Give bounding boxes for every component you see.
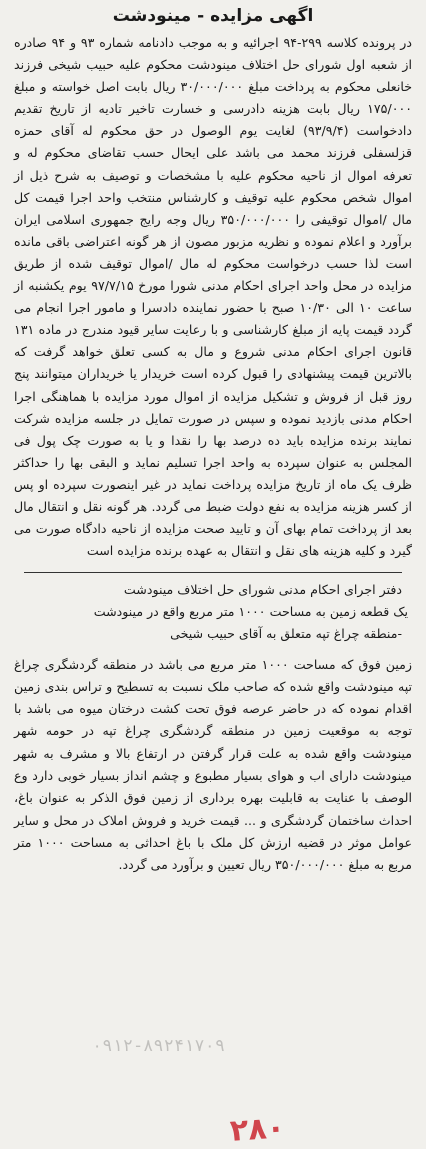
property-description: زمین فوق که مساحت ۱۰۰۰ متر مربع می باشد در منطقه گردشگری چراغ تپه مینودشت واقع شده که صاحب ملک نسبت به تسطیح و تراس بندی زمین اقدام نموده که در حاضر عرصه فوق تحت کشت درختان میوه می باشد با توجه به موقعیت زمین در منطقه گردشگری چراغ تپه در حومه شهر مینودشت واقع شده به علت قرار گرفتن در ارتفاع بالا و مشرف به شهر مینودشت دارای اب و هوای بسیار مطبوع و چشم انداز بسیار خوبی دارد وع الوصف با عنایت به قابلیت بهره برداری از زمین فوق الذکر به عنوان باغ، احداث ساختمان گردشگری و ... قیمت خرید و فروش املاک در محل و سایر عوامل موثر در قضیه ارزش کل ملک با باغ احداثی به مساحت ۱۰۰۰ متر مربع به مبلغ ۳۵۰/۰۰۰/۰۰۰ ریال تعیین و برآورد می گردد. xyxy=(14,656,412,873)
red-stamp: ۲۸۰ xyxy=(228,1110,287,1149)
property-heading-office: دفتر اجرای احکام مدنی شورای حل اختلاف مینودشت xyxy=(123,582,402,598)
notice-body: در پرونده کلاسه ۲۹۹-۹۴ اجرائیه و به موجب دادنامه شماره ۹۳ و ۹۴ صادره از شعبه اول شورای حل اختلاف مینودشت محکوم علیه حبیب شیخی فرزند خانعلی محکوم به پرداخت مبلغ ۳۰/۰۰۰/۰۰۰ ریال بابت اصل خواسته و مبلغ ۱۷۵/۰۰۰ ریال بابت هزینه دادرسی و خسارت تاخیر تادیه از تاریخ تقدیم دادخواست (۹۳/۹/۴) لغایت یوم الوصول در حق محکوم له آقای حمزه قزلسفلی فرزند محمد می باشد علی ایحال حسب تقاضای محکوم له و تعرفه اموال از ناحیه محکوم علیه با مشخصات و توصیف به شرح ذیل از اموال شخص محکوم علیه توقیف و کارشناس منتخب واحد اجرا قیمت کل مال /اموال توقیفی را ۳۵۰/۰۰۰/۰۰۰ ریال وجه رایج جمهوری اسلامی ایران برآورد و اعلام نموده و نظریه مزبور مصون از هر گونه اعتراضی باقی مانده است لذا حسب درخواست محکوم له مال /اموال توقیف شده از طریق مزایده در محل واحد اجرای احکام مدنی شورا مورخ ۹۷/۷/۱۵ یوم یکشنبه از ساعت ۱۰ الی ۱۰/۳۰ صبح با حضور نماینده دادسرا و مامور اجرا انجام می گردد قیمت پایه از مبلغ کارشناسی و با رعایت سایر قیود مندرج در ماده ۱۳۱ قانون اجرای احکام مدنی شروع و مال به کسی تعلق خواهد گرفت که بالاترین قیمت پیشنهادی را قبول کرده است خریدار یا خریداران میتوانند پنج روز قبل از فروش و تشکیل مزایده از اموال مورد مزایده با هماهنگی اجرا احکام مدنی بازدید نموده و سپس در صورت تمایل در جلسه مزایده شرکت نمایند برنده مزایده باید ده درصد بها را نقدا و یا به صورت چک پول فی المجلس به عنوان سپرده به واحد اجرا تسلیم نماید و البقی بها را حداکثر ظرف یک ماه از تاریخ مزایده پرداخت نماید در غیر اینصورت سپرده او پس از کسر هزینه مزایده به نفع دولت ضبط می گردد. هر گونه نقل و انتقال مال بعد از پرداخت تمام بهای آن و تایید صحت مزایده از ناحیه دادگاه صورت می گیرد و کلیه هزینه های نقل و انتقال به عهده برنده مزایده است xyxy=(14,35,413,559)
property-heading xyxy=(14,579,412,645)
property-heading-owner: -منطقه چراغ تپه متعلق به آقای حبیب شیخی xyxy=(170,626,402,642)
property-heading-land: یک قطعه زمین به مساحت ۱۰۰۰ متر مربع واقع در مینودشت xyxy=(93,604,408,620)
phone-watermark: ۰۹۱۲-۸۹۲۴۱۷۰۹ xyxy=(92,1036,226,1056)
section-divider xyxy=(24,572,402,573)
notice-title: اگهی مزایده - مینودشت xyxy=(112,6,314,26)
